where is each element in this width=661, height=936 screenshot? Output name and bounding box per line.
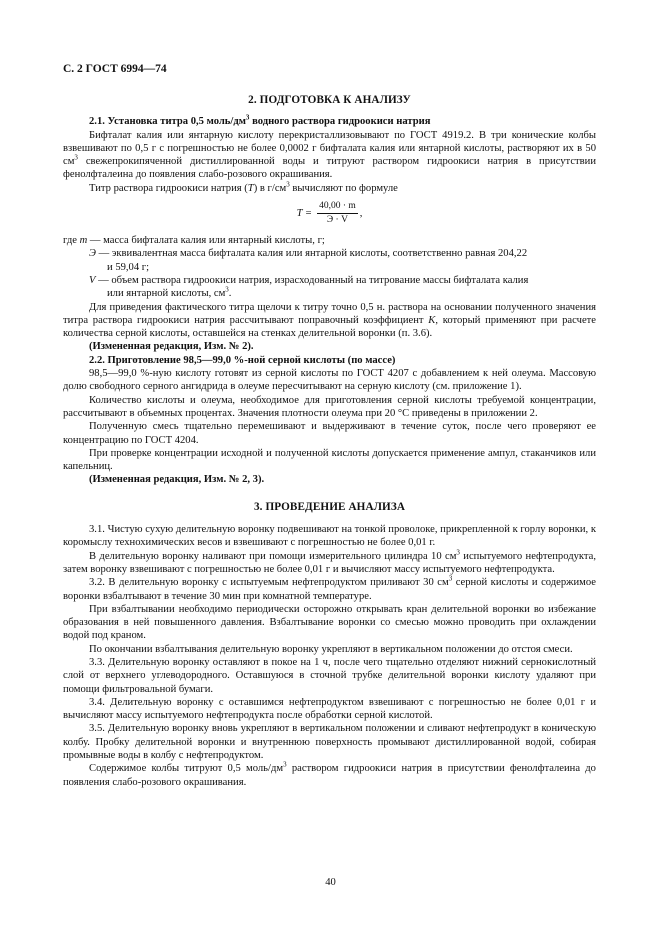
formula-numerator: 40,00 · m [317, 201, 358, 214]
heading-text: 2.1. Установка титра 0,5 моль/дм [89, 116, 246, 128]
definition-e [63, 247, 596, 260]
variable: T [247, 182, 254, 194]
formula-lhs: T = [296, 207, 313, 219]
definition-v [63, 274, 596, 287]
superscript: 3 [283, 760, 287, 769]
text: ) в г/см [253, 182, 287, 194]
running-header: С. 2 ГОСТ 6994—74 [63, 63, 167, 75]
paragraph-3-1: 3.1. Чистую сухую делительную воронку подвешивают на тонкой проволоке, прикрепленной к горлу воронки, к коромыслу технохимических весов и взвешивают с погрешностью не более 0,01 г. [63, 524, 596, 549]
definition-e-cont: и 59,04 г; [107, 261, 150, 273]
superscript: 3 [245, 113, 250, 122]
formula-fraction [317, 201, 358, 226]
paragraph: 98,5—99,0 %-ную кислоту готовят из серной кислоты по ГОСТ 4207 с добавлением к ней олеума. Массовую долю свободного серного ангидрида в олеуме пересчитывают на серную кислоту (см. приложение 1). [63, 368, 596, 393]
paragraph [63, 129, 596, 182]
text: — масса бифталата калия или янтарный кислоты, г; [87, 235, 325, 247]
text: Бифталат калия или янтарную кислоту перекристаллизовывают по ГОСТ 4919.2. В три конические колбы взвешивают по 0,5 г с погрешностью не более 0,0002 г бифталата калия или янтарной кислоты, растворяют их в 50 см [63, 129, 596, 168]
text: или янтарной кислоты, см [107, 288, 226, 300]
paragraph: По окончании взбалтывания делительную воронку укрепляют в вертикальном положении до отстоя смеси. [89, 643, 573, 655]
variable: m [79, 235, 88, 247]
superscript: 3 [456, 548, 460, 557]
text: где [63, 235, 80, 247]
text: вычисляют по формуле [289, 182, 398, 194]
paragraph: При взбалтывании необходимо периодически осторожно открывать кран делительной воронки во избежание образования в ней повышенного давления. Взбалтывание воронки со смесью можно проводить при охлаждении водой под краном. [63, 603, 596, 642]
text: раствором гидроокиси натрия в присутствии фенолфталеина до появления слабо-розового окрашивания. [63, 763, 596, 788]
variable-definitions [63, 234, 596, 300]
text: — объем раствора гидроокиси натрия, израсходованный на титрование массы бифталата калия [95, 274, 529, 286]
paragraph [63, 550, 596, 577]
text: Для приведения фактического титра щелочи к титру точно 0,5 н. раствора на основании полученного значения титра раствора гидроокиси натрия рассчитывают поправочный коэффициент [63, 301, 596, 326]
titer-formula [63, 201, 596, 226]
amendment-note: (Измененная редакция, Изм. № 2, 3). [89, 474, 265, 486]
text: свежепрокипяченной дистиллированной воды и титруют раствором гидроокиси натрия в присутствии фенолфталеина до появления слабо-розового окрашивания. [63, 156, 596, 181]
section-3-title: 3. ПРОВЕДЕНИЕ АНАЛИЗА [253, 500, 406, 513]
paragraph-3-2 [63, 576, 596, 603]
text: Содержимое колбы титруют 0,5 моль/дм [89, 763, 284, 775]
variable: Э [89, 248, 96, 260]
paragraph-3-3: 3.3. Делительную воронку оставляют в покое на 1 ч, после чего тщательно отделяют нижний сернокислотный слой от верхнего углеводородного. Оставшуюся в сточной трубке делительной воронки кислоту удаляют при помощи фильтровальной бумаги. [63, 656, 596, 695]
variable: K [428, 314, 436, 326]
text: — эквивалентная масса бифталата калия или янтарной кислоты, соответственно равная 204,22 [95, 248, 528, 260]
formula-denominator: Э · V [326, 215, 348, 226]
formula-trail: , [359, 207, 363, 219]
variable: V [89, 274, 96, 286]
text: серной кислоты и содержимое воронки взбалтывают в течение 30 мин при комнатной температуре. [63, 577, 596, 602]
superscript: 3 [74, 153, 78, 162]
definition-m [63, 234, 596, 247]
subsection-2-1-heading [63, 115, 596, 128]
text: , который применяют при расчете количества серной кислоты, оставшейся на стенках делительной воронки (п. 3.6). [63, 314, 596, 340]
paragraph [63, 762, 596, 789]
page-content [63, 94, 596, 789]
text: В делительную воронку наливают при помощи измерительного цилиндра 10 см [89, 550, 457, 562]
superscript: 3 [286, 180, 290, 189]
paragraph: Количество кислоты и олеума, необходимое для приготовления серной кислоты требуемой концентрации, рассчитывают в объемных процентах. Значения плотности олеума при 20 °С приведены в приложении 2. [63, 394, 596, 419]
heading-text: водного раствора гидроокиси натрия [249, 116, 431, 128]
superscript: 3 [448, 574, 453, 583]
paragraph-3-4: 3.4. Делительную воронку с оставшимся нефтепродуктом взвешивают с погрешностью не более 0,01 г и вычисляют массу испытуемого нефтепродукта после обработки серной кислотой. [63, 696, 596, 722]
paragraph [63, 182, 596, 195]
text: 3.2. В делительную воронку с испытуемым нефтепродуктом приливают 30 см [89, 577, 449, 589]
text: испытуемого нефтепродукта, затем воронку взвешивают с погрешностью не более 0,01 г и вычисляют массу испытуемого нефтепродукта. [63, 550, 597, 575]
text: . [228, 288, 232, 300]
subsection-2-2-heading: 2.2. Приготовление 98,5—99,0 %-ной серной кислоты (по массе) [89, 354, 396, 366]
section-2-title: 2. ПОДГОТОВКА К АНАЛИЗУ [248, 94, 411, 106]
amendment-note: (Измененная редакция, Изм. № 2). [89, 341, 254, 353]
paragraph: При проверке концентрации исходной и полученной кислоты допускается применение ампул, стаканчиков или капельниц. [63, 447, 596, 473]
superscript: 3 [225, 285, 229, 294]
paragraph [63, 301, 596, 341]
page-number: 40 [325, 877, 336, 888]
definition-v-cont [63, 287, 596, 300]
text: Титр раствора гидроокиси натрия ( [89, 182, 248, 194]
paragraph: Полученную смесь тщательно перемешивают и выдерживают в течение суток, после чего проверяют ее концентрацию по ГОСТ 4204. [63, 421, 596, 446]
paragraph-3-5: 3.5. Делительную воронку вновь укрепляют в вертикальном положении и сливают нефтепродукт в коническую колбу. Пробку делительной воронки и внутреннюю поверхность промывают дистиллированной водой, собирая промывные воды в колбу с нефтепродуктом. [63, 723, 596, 762]
